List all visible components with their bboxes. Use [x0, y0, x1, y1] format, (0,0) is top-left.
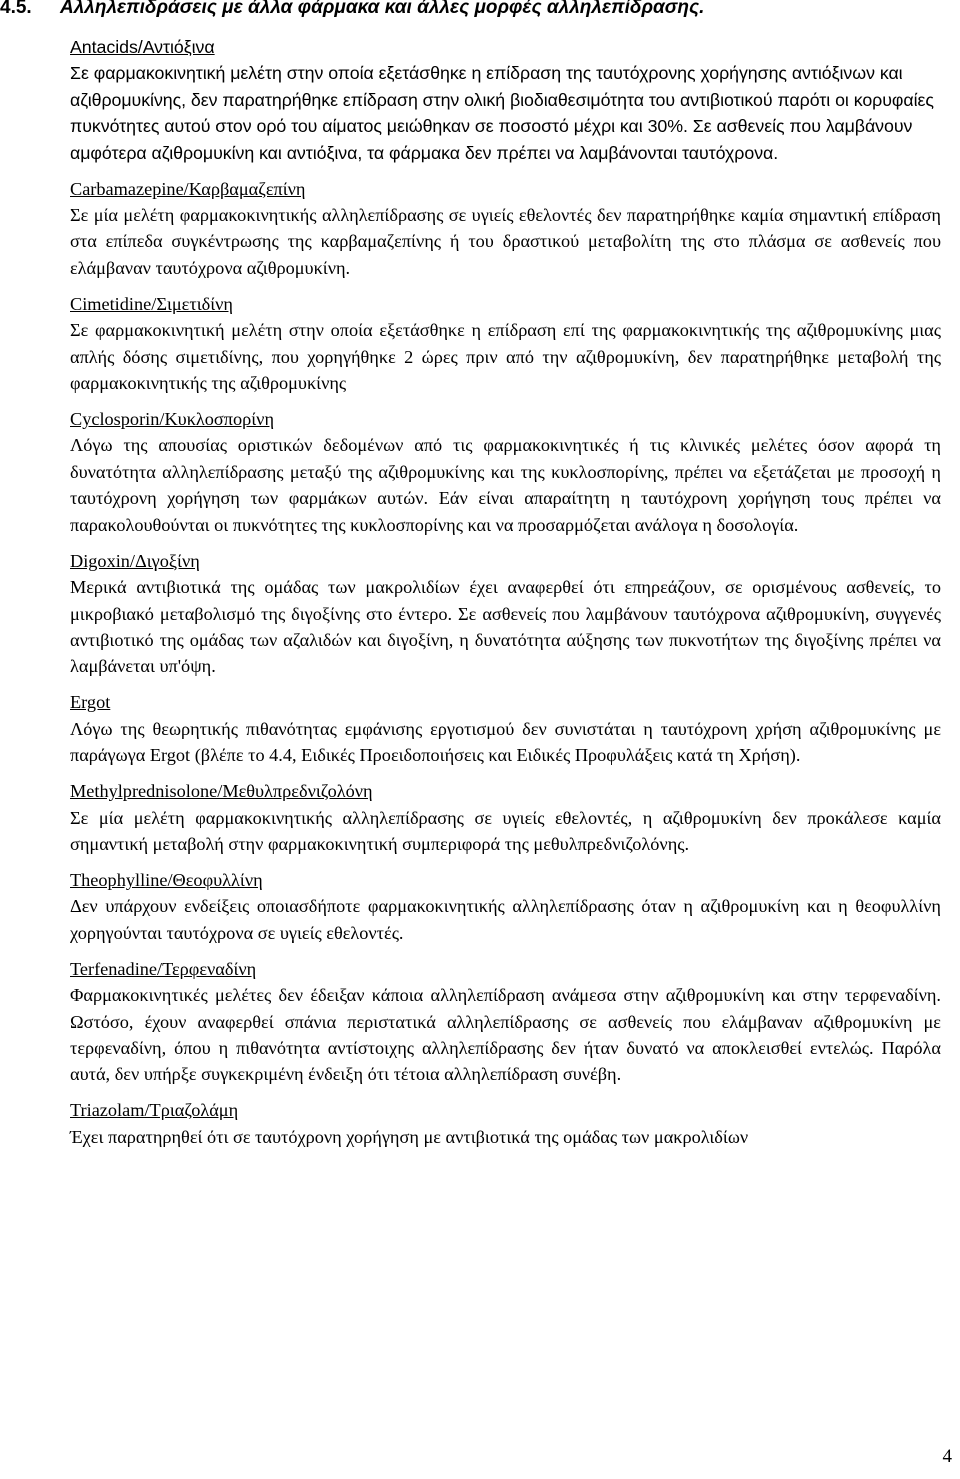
interaction-title: Triazolam/Τριαζολάμη: [70, 1100, 239, 1121]
interaction-text: Σε φαρμακοκινητική μελέτη στην οποία εξετάσθηκε η επίδραση επί της φαρμακοκινητικής της αζιθρομυκίνης μιας απλής δόσης σιμετιδίνης, που χορηγήθηκε 2 ώρες πριν από την αζιθρομυκίνη, δεν παρατηρήθηκε μεταβολή της φαρμακοκινητικής της αζιθρομυκίνης: [70, 320, 941, 394]
interaction-title: Terfenadine/Τερφεναδίνη: [70, 958, 257, 979]
page-number: 4: [942, 1446, 952, 1467]
interaction-title: Digoxin/Διγοξίνη: [70, 550, 200, 571]
interaction-title: Methylprednisolone/Μεθυλπρεδνιζολόνη: [70, 781, 373, 802]
interaction-text: Σε μία μελέτη φαρμακοκινητικής αλληλεπίδρασης σε υγιείς εθελοντές, η αζιθρομυκίνη δεν προκάλεσε καμία σημαντική μεταβολή στην φαρμακοκινητική συμπεριφορά της μεθυλπρεδνιζολόνης.: [70, 807, 941, 854]
interaction-title: Carbamazepine/Καρβαμαζεπίνη: [70, 178, 306, 199]
interaction-text: Σε μία μελέτη φαρμακοκινητικής αλληλεπίδρασης σε υγιείς εθελοντές δεν παρατηρήθηκε καμία σημαντική επίδραση στα επίπεδα συγκέντρωσης της καρβαμαζεπίνης ή του δραστικού μεταβολίτη της στο πλάσμα σε ασθενείς που ελάμβαναν ταυτόχρονα αζιθρομυκίνη.: [70, 205, 941, 278]
section-number: 4.5.: [0, 0, 32, 18]
interaction-ergot: [70, 689, 941, 768]
interaction-antacids: [70, 34, 941, 166]
interaction-text: Λόγω της θεωρητικής πιθανότητας εμφάνισης εργοτισμού δεν συνιστάται η ταυτόχρονη χρήση αζιθρομυκίνης με παράγωγα Ergot (βλέπε το 4.4, Ειδικές Προειδοποιήσεις και Ειδικές Προφυλάξεις κατά τη Χρήση).: [70, 718, 941, 766]
interaction-title: Theophylline/Θεοφυλλίνη: [70, 869, 263, 890]
interaction-title: Ergot: [70, 692, 111, 713]
interaction-theophylline: [70, 867, 941, 946]
interaction-triazolam: [70, 1097, 941, 1150]
interaction-text: Έχει παρατηρηθεί ότι σε ταυτόχρονη χορήγηση με αντιβιοτικά της ομάδας των μακρολιδίων: [70, 1126, 749, 1147]
interaction-text: Σε φαρμακοκινητική μελέτη στην οποία εξετάσθηκε η επίδραση της ταυτόχρονης χορήγησης αντιόξινων και αζιθρομυκίνης, δεν παρατηρήθηκε επίδραση στην ολική βιοδιαθεσιμότητα του αντιβιοτικού παρότι οι κορυφαίες πυκνότητες αυτού στον ορό του αίματος μειώθηκαν σε ποσοστό μέχρι και 30%. Σε ασθενείς που λαμβάνουν αμφότερα αζιθρομυκίνη και αντιόξινα, τα φάρμακα δεν πρέπει να λαμβάνονται ταυτόχρονα.: [70, 63, 934, 163]
interaction-carbamazepine: [70, 176, 941, 282]
document-body: [70, 34, 941, 1160]
interaction-title: Antacids/Αντιόξινα: [70, 37, 215, 57]
section-title: Αλληλεπιδράσεις με άλλα φάρμακα και άλλες μορφές αλληλεπίδρασης.: [60, 0, 705, 18]
interaction-digoxin: [70, 548, 941, 680]
interaction-text: Δεν υπάρχουν ενδείξεις οποιασδήποτε φαρμακοκινητικής αλληλεπίδρασης όταν η αζιθρομυκίνη και η θεοφυλλίνη χορηγούνται ταυτόχρονα σε υγιείς εθελοντές.: [70, 896, 941, 943]
interaction-text: Λόγω της απουσίας οριστικών δεδομένων από τις φαρμακοκινητικές ή τις κλινικές μελέτες όσον αφορά τη δυνατότητα αλληλεπίδρασης μεταξύ της αζιθρομυκίνης και της κυκλοσπορίνης, πρέπει να εξετάζεται με προσοχή η ταυτόχρονη χορήγηση των φαρμάκων αυτών. Εάν είναι απαραίτητη η ταυτόχρονη χορήγηση τους πρέπει να παρακολουθούνται οι πυκνότητες της κυκλοσπορίνης και να προσαρμόζεται ανάλογα η δοσολογία.: [70, 435, 941, 535]
interaction-text: Μερικά αντιβιοτικά της ομάδας των μακρολιδίων έχει αναφερθεί ότι επηρεάζουν, σε ορισμένους ασθενείς, το μικροβιακό μεταβολισμό της διγοξίνης στο έντερο. Σε ασθενείς που λαμβάνουν ταυτόχρονα αζιθρομυκίνη, συγγενές αντιβιοτικό της ομάδας των αζαλιδών και διγοξίνη, η δυνατότητα αύξησης των πυκνοτήτων της διγοξίνης πρέπει να λαμβάνεται υπ'όψη.: [70, 577, 941, 677]
interaction-cyclosporin: [70, 406, 941, 538]
interaction-methylprednisolone: [70, 778, 941, 857]
interaction-cimetidine: [70, 291, 941, 397]
interaction-text: Φαρμακοκινητικές μελέτες δεν έδειξαν κάποια αλληλεπίδραση ανάμεσα στην αζιθρομυκίνη και στην τερφεναδίνη. Ωστόσο, έχουν αναφερθεί σπάνια περιστατικά αλληλεπίδρασης σε ασθενείς που ελάμβαναν αζιθρομυκίνη με τερφεναδίνη, όπου η πιθανότητα αντίστοιχης αλληλεπίδρασης δεν ήταν δυνατό να αποκλεισθεί εντελώς. Παρόλα αυτά, δεν υπήρξε συγκεκριμένη ένδειξη ότι τέτοια αλληλεπίδραση συνέβη.: [70, 985, 941, 1085]
interaction-title: Cyclosporin/Κυκλοσπορίνη: [70, 409, 275, 430]
interaction-title: Cimetidine/Σιμετιδίνη: [70, 293, 233, 314]
interaction-terfenadine: [70, 956, 941, 1088]
section-heading: [0, 0, 704, 20]
